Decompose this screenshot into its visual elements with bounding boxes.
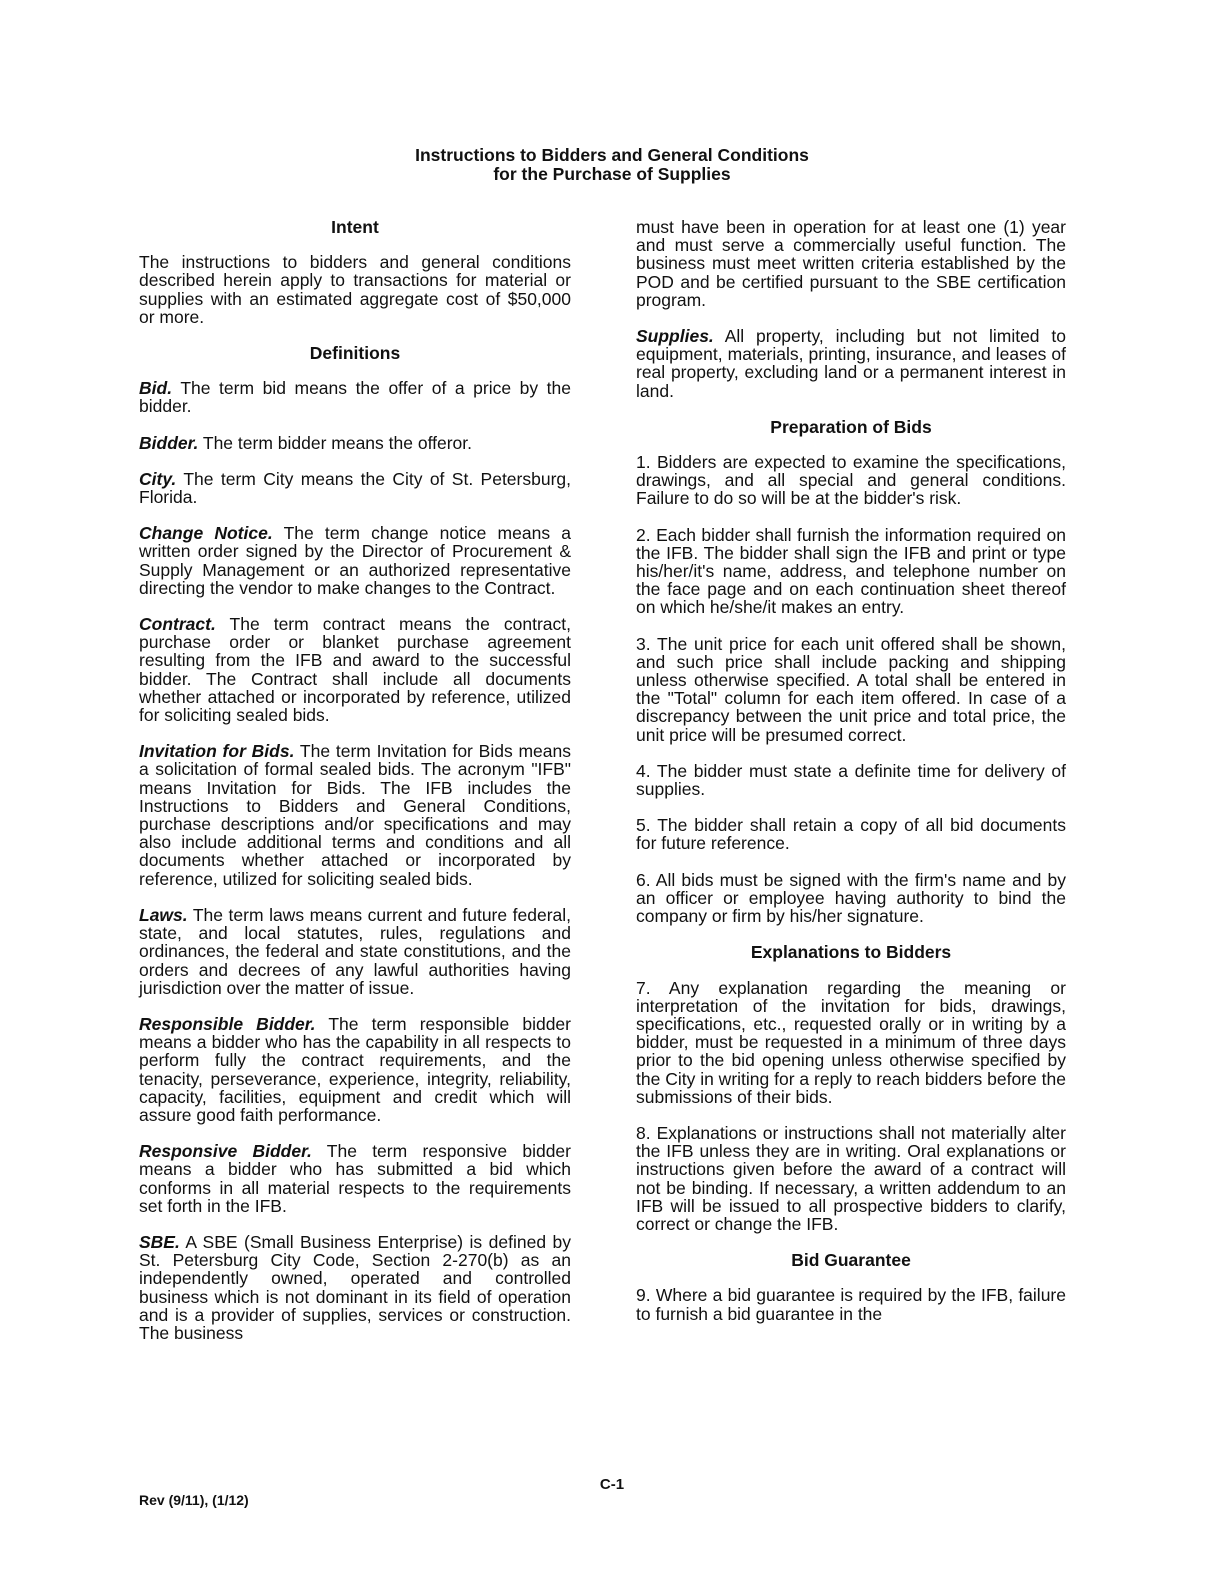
definition-bid [139, 379, 571, 415]
preparation-item: 1. Bidders are expected to examine the specifications, drawings, and all special and general conditions. Failure to do so will be at the bidder's risk. [636, 452, 1066, 509]
definition-bidder [139, 434, 571, 452]
definition-text: The term City means the City of St. Petersburg, Florida. [139, 468, 572, 508]
preparation-item: 6. All bids must be signed with the firm's name and by an officer or employee having authority to bind the company or firm by his/her signature. [636, 869, 1066, 927]
definition-term: Responsive Bidder. [139, 1141, 312, 1162]
definition-sbe [139, 1233, 571, 1342]
definition-term: Bid. [139, 378, 173, 399]
title-line-2: for the Purchase of Supplies [493, 164, 731, 184]
intent-heading: Intent [331, 217, 379, 237]
definition-text: The term responsible bidder means a bidder who has the capability in all respects to perform fully the contract requirements, and the tenacity, perseverance, experience, integrity, reliability, capacity, facilities, equipment and credit which will assure good faith performance. [139, 1013, 571, 1125]
preparation-item: 3. The unit price for each unit offered shall be shown, and such price shall include packing and shipping unless otherwise specified. A total shall be entered in the "Total" column for each item offered. In case of a discrepancy between the unit price and total price, the unit price will be presumed correct. [636, 633, 1066, 745]
preparation-item: 2. Each bidder shall furnish the information required on the IFB. The bidder shall sign the IFB and print or type his/her/it's name, address, and telephone number on the face page and on each continuation sheet thereof on which he/she/it makes an entry. [636, 524, 1066, 618]
definition-term: City. [139, 468, 177, 489]
explanations-item: 8. Explanations or instructions shall not materially alter the IFB unless they are in writing. Oral explanations or instructions given before the award of a contract will not be binding. If necessary, a written addendum to an IFB will be issued to all prospective bidders to clarify, correct or change the IFB. [636, 1122, 1066, 1234]
definition-text: The term Invitation for Bids means a solicitation of formal sealed bids. The acronym "IFB" means Invitation for Bids. The IFB includes the Instructions to Bidders and General Conditions, purchase descriptions and/or specifications and may also include additional terms and conditions and all documents whether attached or incorporated by reference, utilized for soliciting sealed bids. [139, 741, 572, 889]
revision-note: Rev (9/11), (1/12) [139, 1492, 249, 1508]
definition-invitation-for-bids [139, 742, 571, 888]
definition-text: The term contract means the contract, purchase order or blanket purchase agreement resulting from the IFB and award to the successful bidder. The Contract shall include all documents whether attached or incorporated by reference, utilized for soliciting sealed bids. [139, 614, 572, 726]
bid-guarantee-heading: Bid Guarantee [791, 1250, 911, 1271]
definition-text: The term responsive bidder means a bidder who has submitted a bid which conforms in all material respects to the requirements set forth in the IFB. [139, 1141, 571, 1216]
definition-term: Responsible Bidder. [139, 1013, 316, 1034]
preparation-heading: Preparation of Bids [770, 416, 932, 437]
definition-supplies [636, 327, 1066, 400]
document-title [0, 146, 1224, 184]
definition-text: The term bidder means the offeror. [202, 432, 472, 453]
preparation-item: 4. The bidder must state a definite time for delivery of supplies. [636, 760, 1066, 800]
intent-paragraph: The instructions to bidders and general conditions described herein apply to transactions for material or supplies with an estimated aggregate cost of $50,000 or more. [139, 252, 571, 327]
definition-term: Bidder. [139, 432, 199, 453]
preparation-item: 5. The bidder shall retain a copy of all bid documents for future reference. [636, 815, 1066, 854]
definition-term: Invitation for Bids. [139, 741, 295, 762]
definition-change-notice [139, 524, 571, 597]
right-column [636, 218, 1066, 1341]
definition-responsive-bidder [139, 1142, 571, 1215]
definitions-heading: Definitions [309, 343, 401, 364]
definition-laws [139, 906, 571, 997]
left-column [139, 218, 571, 1360]
definition-text: A SBE (Small Business Enterprise) is defined by St. Petersburg City Code, Section 2-270(b) as an independently owned, operated and controlled business which is not dominant in its field of operation and is a provider of supplies, services or construction. The business [139, 1231, 571, 1343]
definition-text: The term laws means current and future federal, state, and local statutes, rules, regulations and ordinances, the federal and state constitutions, and the orders and decrees of any lawful authorities having jurisdiction over the matter of issue. [139, 904, 572, 998]
definition-term: Laws. [139, 904, 188, 925]
explanations-item: 7. Any explanation regarding the meaning or interpretation of the invitation for bids, drawings, specifications, etc., requested orally or in writing by a bidder, must be requested in a minimum of three days prior to the bid opening unless otherwise specified by the City in writing for a reply to reach bidders before the submissions of their bids. [636, 977, 1066, 1107]
definition-term: Change Notice. [139, 523, 273, 544]
sbe-continued-paragraph: must have been in operation for at least one (1) year and must serve a commercially useful function. The business must meet written criteria established by the POD and be certified pursuant to the SBE certification program. [636, 217, 1066, 310]
explanations-heading: Explanations to Bidders [750, 942, 952, 963]
definition-term: Contract. [139, 614, 216, 635]
definition-text: The term bid means the offer of a price by the bidder. [139, 378, 571, 417]
page-number: C-1 [599, 1476, 625, 1493]
definition-contract [139, 615, 571, 724]
definition-text: The term change notice means a written order signed by the Director of Procurement & Supply Management or an authorized representative directing the vendor to make changes to the Contract. [139, 523, 571, 598]
definition-text: All property, including but not limited to equipment, materials, printing, insurance, and leases of real property, excluding land or a permanent interest in land. [636, 326, 1066, 401]
bid-guarantee-paragraph: 9. Where a bid guarantee is required by the IFB, failure to furnish a bid guarantee in the [636, 1285, 1066, 1324]
title-line-1: Instructions to Bidders and General Conditions [415, 145, 809, 165]
definition-responsible-bidder [139, 1015, 571, 1124]
definition-city [139, 470, 571, 506]
definition-term: SBE. [139, 1231, 180, 1252]
definition-term: Supplies. [636, 326, 714, 347]
